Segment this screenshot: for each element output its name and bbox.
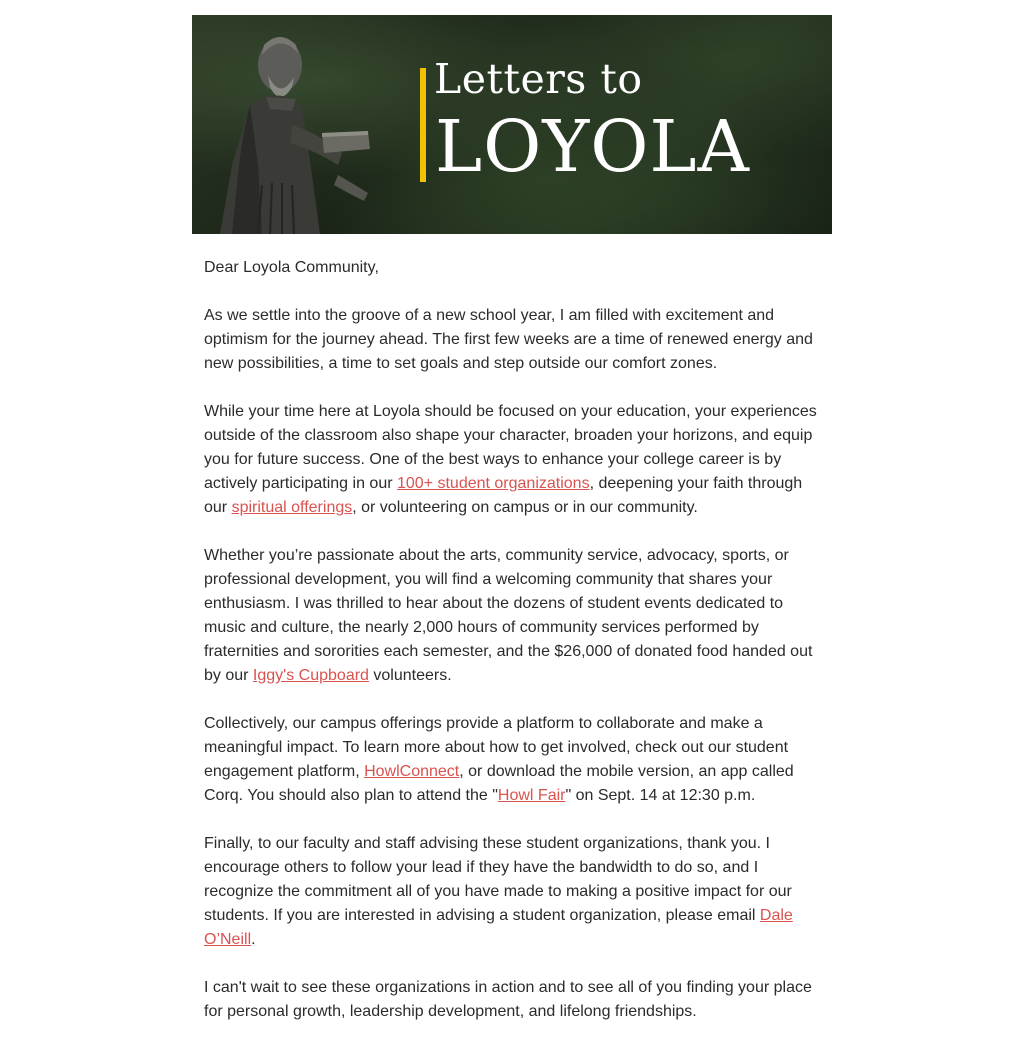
paragraph-5-text-1: Finally, to our faculty and staff advising these student organizations, thank you. I encourage others to follow your lead if they have the bandwidth to do so, and I recognize the commitment all of you have made to making a positive impact for our students. If you are interested in advising a student organization, please email <box>204 835 792 924</box>
paragraph-4-text-2: , or download the mobile version, an app called Corq. You should also plan to attend the " <box>204 763 794 804</box>
paragraph-4-text-1: Collectively, our campus offerings provide a platform to collaborate and make a meaningful impact. To learn more about how to get involved, check out our student engagement platform, <box>204 715 789 780</box>
paragraph-1: As we settle into the groove of a new school year, I am filled with excitement and optimism for the journey ahead. The first few weeks are a time of renewed energy and new possibilities, a time to set goals and step outside our comfort zones. <box>204 307 813 372</box>
paragraph-5 <box>204 832 820 952</box>
paragraph-5-text-2: . <box>251 931 256 948</box>
paragraph-4-text-3: " on Sept. 14 at 12:30 p.m. <box>565 787 756 804</box>
banner-accent-bar <box>420 68 426 182</box>
letters-to-loyola-banner <box>192 15 832 234</box>
paragraph-3 <box>204 544 820 688</box>
banner-title-line1: Letters to <box>434 55 643 103</box>
banner-title-line2: LOYOLA <box>435 105 750 188</box>
iggys-cupboard-link[interactable]: Iggy's Cupboard <box>252 667 369 684</box>
dale-oneill-email-link[interactable]: Dale O’Neill <box>204 907 793 948</box>
paragraph-6: I can't wait to see these organizations in action and to see all of you finding your place for personal growth, leadership development, and lifelong friendships. <box>204 979 812 1020</box>
paragraph-2-text-1: While your time here at Loyola should be focused on your education, your experiences outside of the classroom also shape your character, broaden your horizons, and equip you for future success. One of the best ways to enhance your college career is by actively participating in our <box>204 403 817 492</box>
paragraph-2-text-2: , deepening your faith through our <box>204 475 803 516</box>
howlconnect-link[interactable]: HowlConnect <box>364 763 460 780</box>
paragraph-3-text-2: volunteers. <box>368 667 452 684</box>
statue-image <box>192 15 432 234</box>
student-organizations-link[interactable]: 100+ student organizations <box>396 475 590 492</box>
email-container <box>192 15 832 1020</box>
spiritual-offerings-link[interactable]: spiritual offerings <box>231 499 353 516</box>
letter-body <box>204 256 820 1048</box>
paragraph-3-text-1: Whether you’re passionate about the arts, community service, advocacy, sports, or professional development, you will find a welcoming community that shares your enthusiasm. I was thrilled to hear about the dozens of student events dedicated to music and culture, the nearly 2,000 hours of community services performed by fraternities and sororities each semester, and the $26,000 of donated food handed out by our <box>204 547 813 684</box>
greeting: Dear Loyola Community, <box>204 259 379 276</box>
howl-fair-link[interactable]: Howl Fair <box>497 787 566 804</box>
paragraph-2-text-3: , or volunteering on campus or in our community. <box>352 499 698 516</box>
paragraph-2 <box>204 400 820 520</box>
paragraph-4 <box>204 712 820 808</box>
